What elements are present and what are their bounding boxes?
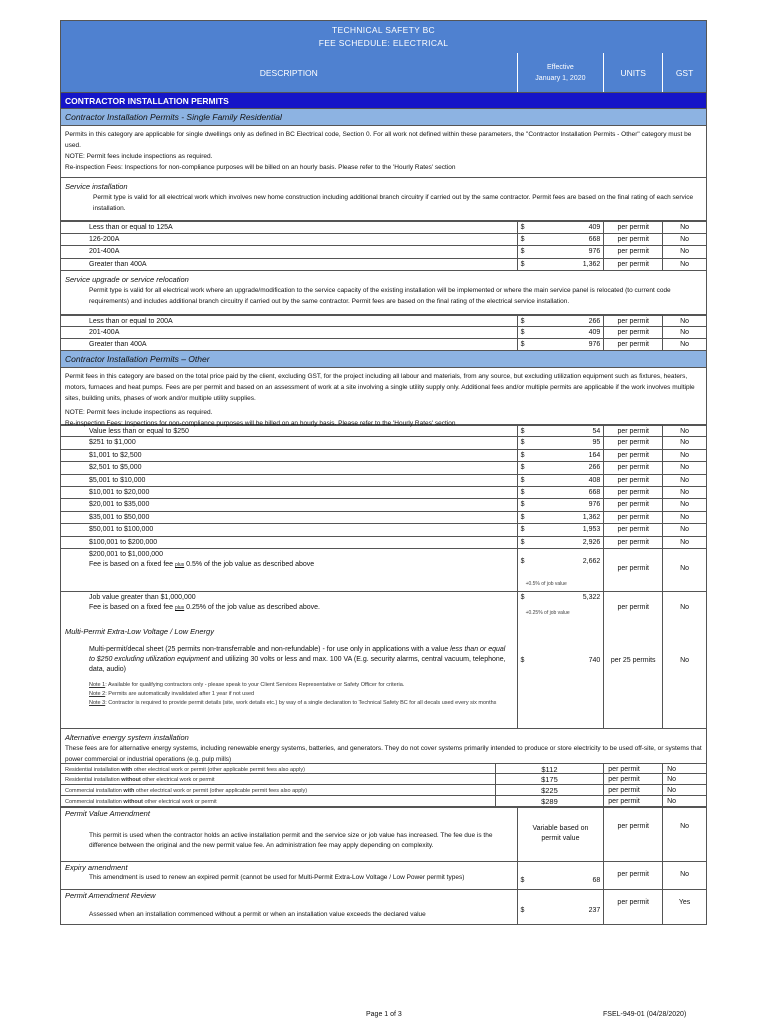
value: 1,362 [582,513,601,521]
fee-desc: 201-400A [61,246,518,258]
upgrade-rows [61,315,706,351]
fee-gst: No [680,439,690,447]
plus: plus [175,604,185,611]
value: 409 [588,224,601,231]
alt-desc: These fees are for alternative energy systems, including renewable energy systems, batteries, and generators. They do not cover systems primarily intended to produce or store electricity to be used off-site, or systems that power commercial or industrial operations (e.g. pulp mills) [65,744,702,763]
fee-units: per permit [604,796,663,806]
amount [518,862,605,889]
text: This amendment is used to renew an expired permit (cannot be used for Multi-Permit Extra-Low Voltage / Low Power permit types) [89,873,465,881]
d1: Multi-permit/decal sheet (25 permits non-transferrable and non-refundable) - for use only in applications with a value [89,645,451,653]
fee-desc: $50,001 to $100,000 [61,524,518,535]
fee-units: per permit [604,499,663,510]
permit-amendment-review [61,890,706,924]
units: per permit [604,549,663,591]
fee-row [61,524,706,536]
effective-date: January 1, 2020 [535,74,586,82]
currency: $ [520,513,525,521]
fee-desc: $251 to $1,000 [61,437,518,448]
fee-row [61,221,706,234]
fee-units: per permit [604,774,663,784]
gst: No [680,822,690,830]
multi-note [89,690,513,699]
range: $200,001 to $1,000,000 [89,550,163,558]
plus: plus [175,561,185,568]
fee-row [61,499,706,511]
currency: $ [520,476,525,484]
fee-row [61,450,706,462]
fee-units: per permit [604,785,663,795]
b: with [121,766,133,773]
fee-desc: Greater than 400A [61,259,518,271]
upgrade-desc: Permit type is valid for all electrical work where an upgrade/modification to the service capacity of the existing installation will be implemented or where the main service panel is relocated (to current code requirements) and includes additional branch circuitry if carried out by the same contractor. Permit fees are based on the final rating of the electrical service installation. [89,287,671,305]
a: Residential installation [65,776,122,783]
note-key: Note 2 [89,690,106,697]
text: This permit is used when the contractor holds an active installation permit and the service size or job value has increased. The fee due is the difference between the original and the new permit value fee. An administration fee may apply depending on complexity. [89,831,493,849]
note-text: : Permits are automatically invalidated after 1 year if not used [105,690,255,697]
sfr-note: NOTE: Permit fees include inspections as required. [65,153,213,160]
multi-title: Multi-Permit Extra-Low Voltage / Low Energy [65,626,214,636]
note-key: Note 1 [89,681,106,688]
other-intro-text: Permit fees in this category are based on the total price paid by the client, excluding GST, for the project including all labour and materials, from any source, but excluding utilization equipment such as fixtures, heaters, motors, furnaces and heat pumps. Fees are per permit and based on an assessment of work at a site involving a single utility supply only. Additional fees and/or multiple permits are applicable if the work involves multiple sites, building units, phases of work and/or multiple utility supplies. [65,373,695,402]
fee-amount [518,234,605,246]
desc [61,808,518,861]
fee-amount [518,512,605,523]
currency: $ [520,451,525,459]
fee-units: per permit [604,487,663,498]
fee-units: per permit [604,475,663,486]
fee-gst: No [680,476,690,484]
title: Expiry amendment [65,862,128,872]
alt-fee-row [61,785,706,796]
fee-gst: No [680,235,690,243]
units: per 25 permits [604,626,663,728]
multi-notes [65,681,513,708]
c: other electrical work or permit [140,776,215,783]
value: 266 [588,318,601,325]
fee-amount [518,259,605,271]
fee-gst: No [680,341,690,348]
desc [61,592,518,626]
service-title: Service installation [65,182,128,191]
fee-row [61,246,706,259]
gst: No [680,656,690,664]
value: 237 [588,906,601,914]
other-note: NOTE: Permit fees include inspections as required. [65,409,213,416]
gst: No [680,564,690,572]
value: 5,322 [582,593,601,601]
fee-desc: $5,001 to $10,000 [61,475,518,486]
page-number: Page 1 of 3 [366,1011,402,1018]
a: Residential installation [65,766,122,773]
service-upgrade [61,271,706,315]
b: without [121,776,141,783]
desc [61,549,518,591]
value: 2,662 [582,557,601,565]
value: 976 [588,501,601,509]
fee-units: per permit [604,450,663,461]
other-intro [61,368,706,425]
alt-energy [61,729,706,763]
subsection-other: Contractor Installation Permits – Other [61,351,706,368]
alt-fee-row [61,796,706,807]
note-text: : Contractor is required to provide permit details (site, work details etc.) by way of a single declaration to Technical Safety BC for all decals used every six months [105,699,497,706]
fee-row [61,512,706,524]
fee-amount [518,316,605,326]
fee-units: per permit [604,246,663,258]
fee-desc: $10,001 to $20,000 [61,487,518,498]
form-number: FSEL-949-01 (04/28/2020) [603,1011,687,1018]
service-installation [61,178,706,221]
fee-amount [518,499,605,510]
fee-units: per permit [604,234,663,246]
d2: less than or equal to $250 excluding utilization equipment [89,645,506,663]
service-rows [61,221,706,271]
value: 1,953 [582,526,601,534]
amount [518,890,605,924]
permit-value-amendment [61,807,706,862]
sfr-intro [61,126,706,178]
fee-gst: No [680,451,690,459]
currency: $ [520,329,525,336]
currency: $ [520,260,525,268]
fee-units: per permit [604,764,663,773]
fee-row [61,537,706,549]
fee-row [61,259,706,272]
units: per permit [604,808,663,861]
extra: +0.5% of job value [525,580,567,587]
fee-units: per permit [604,222,663,233]
fee-row-over-1m [61,592,706,626]
fee-amount: $289 [495,796,605,806]
gst: No [680,870,690,878]
fee-desc: 201-400A [61,327,518,338]
text: Assessed when an installation commenced without a permit or when an installation value exceeds the declared value [89,910,426,918]
amount [518,549,605,591]
col-gst: GST [675,67,694,78]
multi-note [89,699,513,708]
fee-gst: No [680,538,690,546]
units: per permit [604,592,663,626]
subsection-sfr: Contractor Installation Permits - Single Family Residential [61,109,706,126]
value: 668 [588,488,601,496]
currency: $ [520,248,525,255]
currency: $ [520,464,525,472]
col-units: UNITS [604,53,663,92]
f1: Fee is based on a fixed fee [89,560,175,568]
value: 976 [588,341,601,348]
fee-amount: $175 [495,774,605,784]
value: 668 [588,235,601,243]
gst: Yes [678,898,691,906]
fee-schedule-table [60,20,707,925]
multi-note [89,681,513,690]
alt-fee-row [61,774,706,785]
fee-amount [518,524,605,535]
fee-desc [61,785,495,795]
fee-row-200k-1m [61,549,706,592]
fee-row [61,315,706,327]
schedule-name: FEE SCHEDULE: ELECTRICAL [318,38,449,48]
fee-gst: No [680,501,690,509]
fee-amount [518,462,605,473]
fee-gst: No [680,488,690,496]
fee-gst: No [680,248,690,255]
value: 266 [588,464,601,472]
column-headers [61,53,706,93]
fee-amount [518,475,605,486]
a: Commercial installation [65,798,124,805]
f1: Fee is based on a fixed fee [89,603,175,611]
fee-units: per permit [604,339,663,350]
upgrade-title: Service upgrade or service relocation [65,275,189,284]
fee-desc: $20,001 to $35,000 [61,499,518,510]
extra: +0.25% of job value [525,609,570,616]
fee-amount [518,426,605,436]
fee-gst: No [680,224,690,231]
fee-row [61,327,706,339]
value: 68 [592,876,601,884]
desc [61,626,518,728]
c: other electrical work or permit (other applicable permit fees also apply) [134,787,308,794]
fee-units: per permit [604,316,663,326]
alt-title: Alternative energy system installation [65,732,189,742]
value: 2,926 [582,538,601,546]
note-key: Note 3 [89,699,106,706]
desc [61,890,518,924]
units: per permit [604,862,663,889]
c: other electrical work or permit [142,798,217,805]
note-text: : Available for qualifying contractors only - please speak to your Client Services Representative or Safety Officer for criteria. [105,681,405,688]
multi-permit [61,626,706,729]
fee-gst: No [680,428,690,435]
effective-label: Effective [547,63,574,71]
fee-gst: No [680,260,690,268]
fee-gst: No [680,329,690,336]
multi-desc [65,645,513,675]
fee-desc: $100,001 to $200,000 [61,537,518,548]
currency: $ [520,876,525,884]
b: with [123,787,135,794]
currency: $ [520,906,525,914]
d3: and utilizing 30 volts or less and max. 100 VA (E.g. security alarms, central vacuum, telephone, data, audio) [89,655,506,673]
currency: $ [520,538,525,546]
fee-row [61,475,706,487]
f2: 0.5% of the job value as described above [184,560,315,568]
fee-amount [518,537,605,548]
fee-desc [61,774,495,784]
currency: $ [520,439,525,447]
fee-units: per permit [604,512,663,523]
currency: $ [520,488,525,496]
fee-desc: Value less than or equal to $250 [61,426,518,436]
desc [61,862,518,889]
expiry-amendment [61,862,706,890]
fee-desc: $2,501 to $5,000 [61,462,518,473]
fee-row [61,234,706,247]
fee-row [61,487,706,499]
c: other electrical work or permit (other applicable permit fees also apply) [132,766,305,773]
currency: $ [520,341,525,348]
units: per permit [604,890,663,924]
currency: $ [520,235,525,243]
currency: $ [520,656,525,664]
sfr-reinspection: Re-inspection Fees: Inspections for non-compliance purposes will be billed on an hourly basis. Please refer to the 'Hourly Rates' section [65,164,456,171]
amount: Variable based on permit value [518,808,605,861]
fee-amount [518,487,605,498]
org-name: TECHNICAL SAFETY BC [332,25,435,35]
fee-row [61,462,706,474]
fee-desc [61,764,495,773]
fee-gst: No [680,318,690,325]
value: 54 [592,428,601,435]
currency: $ [520,501,525,509]
service-desc: Permit type is valid for all electrical work which involves new home construction including additional branch circuitry if carried out by the same contractor. Permit fees are based on the final rating of each service installation. [93,194,694,212]
other-rows [61,425,706,549]
fee-units: per permit [604,259,663,271]
value: 409 [588,329,601,336]
value: 976 [588,248,601,255]
fee-gst: No [667,775,677,783]
fee-desc: 126-200A [61,234,518,246]
section-heading: CONTRACTOR INSTALLATION PERMITS [61,93,706,109]
b: without [123,798,143,805]
fee-row [61,339,706,351]
fee-amount: $225 [495,785,605,795]
alt-rows [61,763,706,807]
currency: $ [520,428,525,435]
fee-desc: Less than or equal to 125A [61,222,518,233]
value: 164 [588,451,601,459]
currency: $ [520,557,525,565]
fee-units: per permit [604,537,663,548]
range: Job value greater than $1,000,000 [89,593,196,601]
fee-desc: Greater than 400A [61,339,518,350]
fee-gst: No [667,786,677,794]
fee-desc: $35,001 to $50,000 [61,512,518,523]
fee-amount [518,437,605,448]
document-title [61,21,706,53]
value: 95 [592,439,601,447]
title: Permit Amendment Review [65,890,156,900]
f2: 0.25% of the job value as described above. [184,603,321,611]
fee-desc: $1,001 to $2,500 [61,450,518,461]
fee-units: per permit [604,327,663,338]
fee-gst: No [667,797,677,805]
fee-amount [518,339,605,350]
currency: $ [520,318,525,325]
col-effective [518,53,605,92]
fee-gst: No [680,526,690,534]
value: 1,362 [582,260,601,268]
fee-amount: $112 [495,764,605,773]
fee-gst: No [680,513,690,521]
currency: $ [520,526,525,534]
fee-row [61,437,706,449]
gst: No [680,603,690,611]
fee-amount [518,450,605,461]
fee-units: per permit [604,437,663,448]
fee-gst: No [680,464,690,472]
fee-desc [61,796,495,806]
fee-units: per permit [604,462,663,473]
fee-desc: Less than or equal to 200A [61,316,518,326]
fee-amount [518,327,605,338]
title: Permit Value Amendment [65,808,150,818]
fee-amount [518,246,605,258]
currency: $ [520,593,525,601]
fee-amount [518,222,605,233]
amount [518,626,605,728]
fee-units: per permit [604,524,663,535]
fee-gst: No [667,765,677,773]
currency: $ [520,224,525,231]
fee-row [61,425,706,437]
alt-fee-row [61,763,706,774]
amount [518,592,605,626]
value: 408 [588,476,601,484]
a: Commercial installation [65,787,124,794]
col-description: DESCRIPTION [61,53,518,92]
value: 740 [588,656,601,664]
fee-units: per permit [604,426,663,436]
sfr-intro-text: Permits in this category are applicable for single dwellings only as defined in BC Electrical code, Section 0. For all work not defined within these parameters, the "Contractor Installation Permits - Other" category must be used. [65,131,692,149]
other-reinspection: Re-inspection Fees: Inspections for non-compliance purposes will be billed on an hourly basis. Please refer to the 'Hourly Rates' section [65,420,456,427]
